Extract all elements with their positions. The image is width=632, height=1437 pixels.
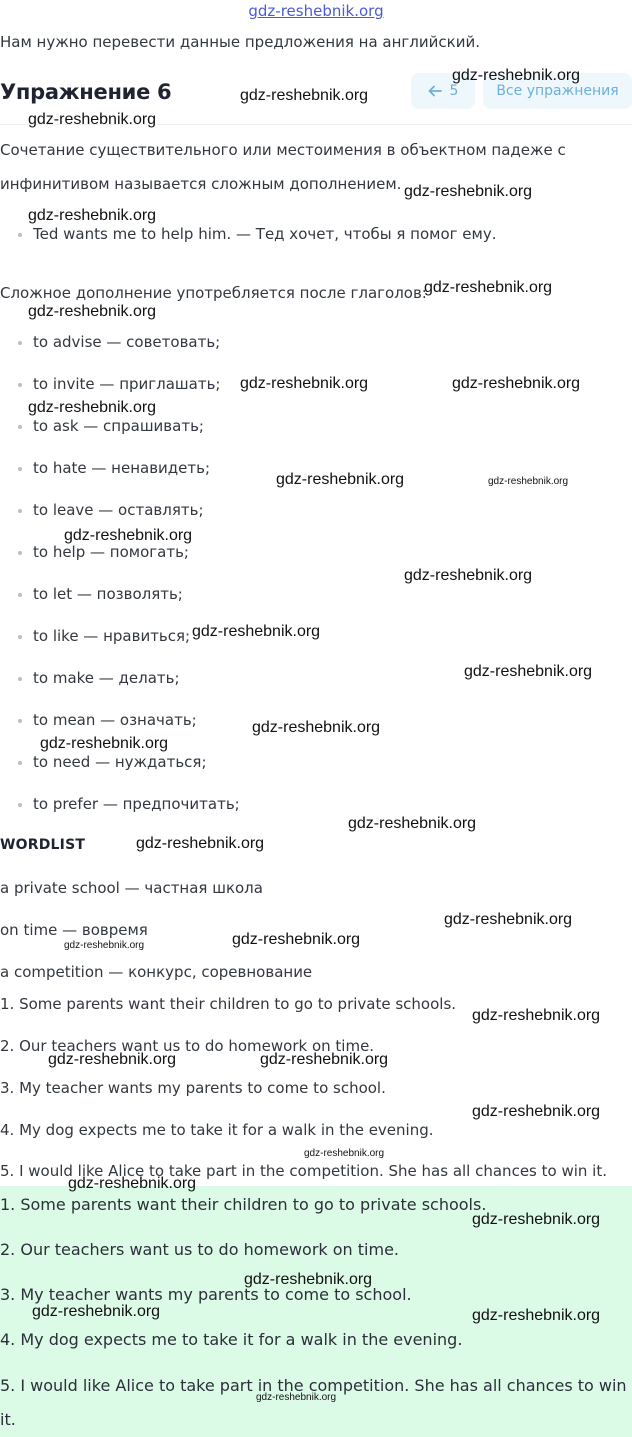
- watermark: gdz-reshebnik.org: [40, 735, 169, 752]
- verb-list-item: to leave — оставлять;: [33, 501, 204, 519]
- prev-exercise-number: 5: [449, 83, 459, 99]
- watermark: gdz-reshebnik.org: [240, 87, 369, 104]
- watermark: gdz-reshebnik.org: [404, 183, 533, 200]
- bullet-dot-icon: [18, 551, 22, 555]
- watermark: gdz-reshebnik.org: [488, 476, 569, 487]
- task-sentence: 1. Some parents want their children to go to private schools.: [0, 995, 457, 1013]
- verbs-intro: Сложное дополнение употребляется после глаголов:: [0, 284, 427, 302]
- answer-line: 2. Our teachers want us to do homework on time.: [0, 1240, 399, 1259]
- watermark: gdz-reshebnik.org: [452, 375, 581, 392]
- bullet-dot-icon: [18, 761, 22, 765]
- watermark: gdz-reshebnik.org: [232, 931, 361, 948]
- example-sentence: Ted wants me to help him. — Тед хочет, чтобы я помог ему.: [33, 225, 497, 243]
- exercise-title: Упражнение 6: [0, 80, 172, 104]
- answer-line: 5. I would like Alice to take part in the competition. She has all chances to win: [0, 1376, 627, 1395]
- site-link[interactable]: gdz-reshebnik.org: [248, 2, 384, 20]
- theory-line-1: Сочетание существительного или местоимения в объектном падеже с: [0, 141, 566, 159]
- watermark: gdz-reshebnik.org: [276, 471, 405, 488]
- watermark: gdz-reshebnik.org: [472, 1007, 601, 1024]
- watermark: gdz-reshebnik.org: [240, 375, 369, 392]
- bullet-dot-icon: [18, 383, 22, 387]
- watermark: gdz-reshebnik.org: [472, 1211, 601, 1228]
- watermark: gdz-reshebnik.org: [404, 567, 533, 584]
- watermark: gdz-reshebnik.org: [136, 835, 265, 852]
- watermark: gdz-reshebnik.org: [472, 1103, 601, 1120]
- watermark: gdz-reshebnik.org: [68, 1175, 197, 1192]
- watermark: gdz-reshebnik.org: [472, 1307, 601, 1324]
- answer-line: it.: [0, 1410, 16, 1429]
- answer-line: 1. Some parents want their children to go to private schools.: [0, 1195, 487, 1214]
- watermark: gdz-reshebnik.org: [452, 67, 581, 84]
- verb-list-item: to prefer — предпочитать;: [33, 795, 240, 813]
- answer-line: 3. My teacher wants my parents to come to school.: [0, 1285, 412, 1304]
- verb-list-item: to ask — спрашивать;: [33, 417, 204, 435]
- watermark: gdz-reshebnik.org: [252, 719, 381, 736]
- wordlist-title: WORDLIST: [0, 837, 86, 853]
- all-exercises-label: Все упражнения: [496, 83, 619, 99]
- watermark: gdz-reshebnik.org: [192, 623, 321, 640]
- watermark: gdz-reshebnik.org: [464, 663, 593, 680]
- watermark: gdz-reshebnik.org: [260, 1051, 389, 1068]
- bullet-dot-icon: [18, 635, 22, 639]
- task-sentence: 4. My dog expects me to take it for a walk in the evening.: [0, 1121, 434, 1139]
- bullet-dot-icon: [18, 467, 22, 471]
- bullet-dot-icon: [18, 803, 22, 807]
- bullet-dot-icon: [18, 341, 22, 345]
- watermark: gdz-reshebnik.org: [444, 911, 573, 928]
- verb-list-item: to let — позволять;: [33, 585, 183, 603]
- bullet-dot-icon: [18, 677, 22, 681]
- watermark: gdz-reshebnik.org: [28, 111, 157, 128]
- wordlist-item: a private school — частная школа: [0, 879, 263, 897]
- intro-text: Нам нужно перевести данные предложения на английский.: [0, 33, 480, 51]
- arrow-left-icon: [428, 85, 442, 97]
- verb-list-item: to need — нуждаться;: [33, 753, 207, 771]
- watermark: gdz-reshebnik.org: [348, 815, 477, 832]
- theory-line-2: инфинитивом называется сложным дополнением.: [0, 175, 402, 193]
- verb-list-item: to help — помогать;: [33, 543, 189, 561]
- watermark: gdz-reshebnik.org: [424, 279, 553, 296]
- task-sentence: 5. I would like Alice to take part in the competition. She has all chances to win it.: [0, 1162, 607, 1180]
- watermark: gdz-reshebnik.org: [64, 527, 193, 544]
- watermark: gdz-reshebnik.org: [32, 1303, 161, 1320]
- task-sentence: 3. My teacher wants my parents to come to school.: [0, 1079, 386, 1097]
- verb-list-item: to mean — означать;: [33, 711, 197, 729]
- task-sentence: 2. Our teachers want us to do homework on time.: [0, 1037, 375, 1055]
- bullet-dot-icon: [18, 425, 22, 429]
- watermark: gdz-reshebnik.org: [28, 303, 157, 320]
- verb-list-item: to advise — советовать;: [33, 333, 221, 351]
- wordlist-item: a competition — конкурс, соревнование: [0, 963, 313, 981]
- bullet-dot-icon: [18, 593, 22, 597]
- answer-line: 4. My dog expects me to take it for a walk in the evening.: [0, 1330, 463, 1349]
- watermark: gdz-reshebnik.org: [256, 1392, 337, 1403]
- wordlist-item: on time — вовремя: [0, 921, 148, 939]
- watermark: gdz-reshebnik.org: [28, 399, 157, 416]
- bullet-dot-icon: [18, 509, 22, 513]
- verb-list-item: to like — нравиться;: [33, 627, 191, 645]
- watermark: gdz-reshebnik.org: [28, 207, 157, 224]
- verb-list-item: to hate — ненавидеть;: [33, 459, 211, 477]
- bullet-dot-icon: [18, 719, 22, 723]
- watermark: gdz-reshebnik.org: [244, 1271, 373, 1288]
- verb-list-item: to make — делать;: [33, 669, 180, 687]
- watermark: gdz-reshebnik.org: [64, 940, 145, 951]
- watermark: gdz-reshebnik.org: [48, 1051, 177, 1068]
- watermark: gdz-reshebnik.org: [304, 1148, 385, 1159]
- bullet-dot-icon: [18, 233, 22, 237]
- verb-list-item: to invite — приглашать;: [33, 375, 221, 393]
